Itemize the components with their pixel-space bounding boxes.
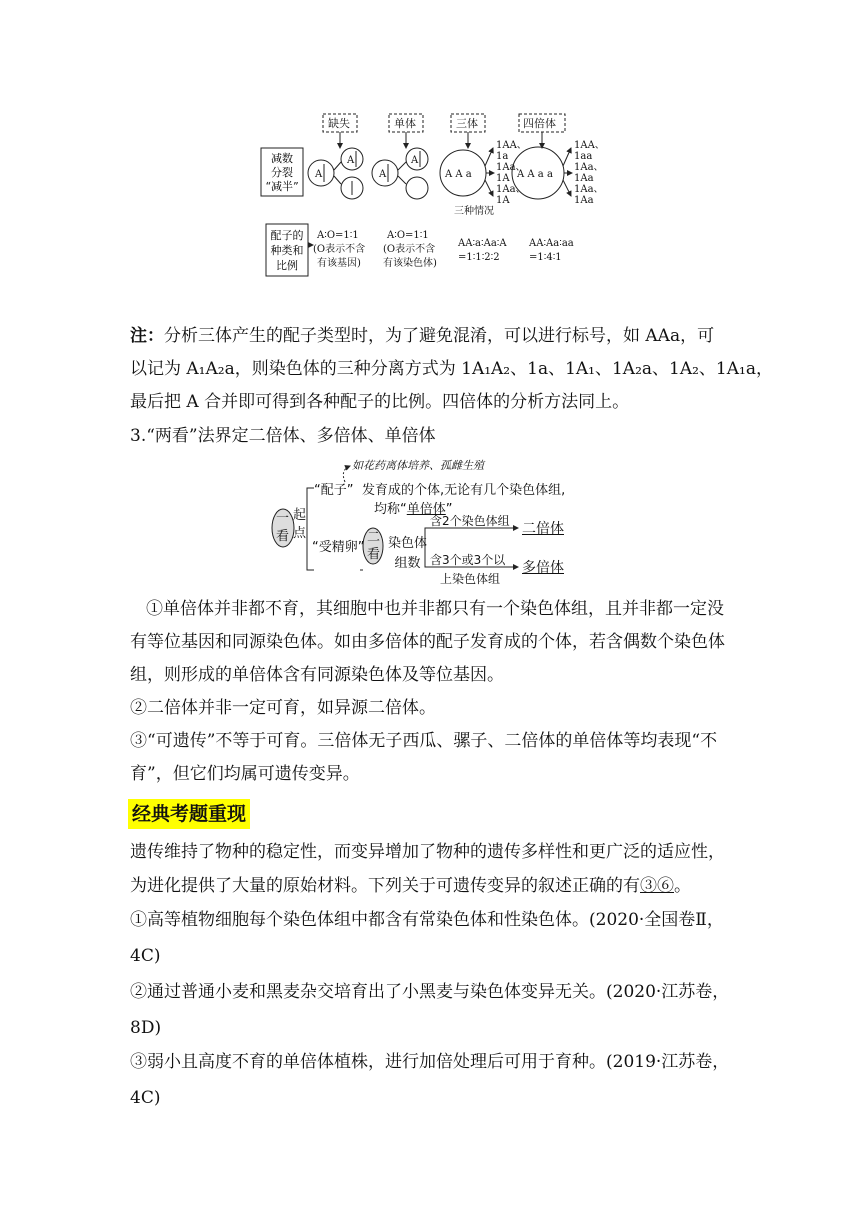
meiosis-diagram <box>255 108 625 280</box>
tag-deletion-text: 缺失 <box>328 117 350 130</box>
svg-text:1A: 1A <box>496 173 510 184</box>
branch2b: 上染色体组 <box>440 572 501 586</box>
question-item1-line1: ①高等植物细胞每个染色体组中都含有常染色体和性染色体。(2020·全国卷Ⅱ， <box>130 910 724 930</box>
svg-text:A∶O=1∶1: A∶O=1∶1 <box>387 230 429 241</box>
svg-text:1AA、: 1AA、 <box>574 140 605 151</box>
svg-text:1Aa、: 1Aa、 <box>496 162 526 173</box>
tetraploid-cell-text: A A a a <box>517 169 553 180</box>
tag-tetraploid-text: 四倍体 <box>523 117 556 130</box>
svg-text:1Aa、: 1Aa、 <box>496 184 526 195</box>
point1-line3: 组，则形成的单倍体含有同源染色体及等位基因。 <box>130 665 504 685</box>
question-intro1: 遗传维持了物种的稳定性，而变异增加了物种的遗传多样性和更广泛的适应性， <box>130 842 725 862</box>
origin-1: 起 <box>293 508 307 523</box>
question-intro2: 为进化提供了大量的原始材料。下列关于可遗传变异的叙述正确的有③⑥。 <box>130 876 691 896</box>
svg-text:A: A <box>411 155 419 166</box>
point3-line1: ③“可遗传”不等于可育。三倍体无子西瓜、骡子、二倍体的单倍体等均表现“不 <box>130 731 718 751</box>
chromo-group-2: 组数 <box>394 556 421 571</box>
svg-text:AA∶a∶Aa∶A: AA∶a∶Aa∶A <box>458 238 507 249</box>
svg-text:=1∶4∶1: =1∶4∶1 <box>529 252 562 263</box>
point1-line2: 有等位基因和同源染色体。如由多倍体的配子发育成的个体，若含偶数个染色体 <box>130 632 725 652</box>
question-item3-line1: ③弱小且高度不育的单倍体植株，进行加倍处理后可用于育种。(2019·江苏卷， <box>130 1052 730 1072</box>
two-looks-diagram <box>270 452 590 588</box>
svg-text:有该染色体): 有该染色体) <box>383 258 437 269</box>
result-polyploid: 多倍体 <box>522 560 564 576</box>
handwritten-note: 如花药离体培养、孤雌生殖 <box>352 459 484 472</box>
meiosis-box-line2: 分裂 <box>271 166 293 179</box>
chromo-group-1: 染色体 <box>388 536 428 551</box>
second-look-1: 二 <box>367 530 381 545</box>
svg-text:A: A <box>347 155 355 166</box>
zygote-label: “受精卵” <box>312 540 365 555</box>
meiosis-box-line1: 减数 <box>271 152 293 165</box>
second-look-2: 看 <box>367 547 381 562</box>
svg-text:配子的: 配子的 <box>270 229 304 242</box>
svg-text:有该基因): 有该基因) <box>317 258 361 269</box>
question-item2-line2: 8D) <box>130 1018 162 1038</box>
svg-text:(O表示不含: (O表示不含 <box>383 244 436 255</box>
svg-text:1AA、: 1AA、 <box>496 140 527 151</box>
gamete-desc1: 发育成的个体,无论有几个染色体组, <box>362 483 566 498</box>
tag-monosomy-text: 单体 <box>394 117 416 130</box>
question-item1-line2: 4C) <box>130 946 161 966</box>
svg-text:1Aa、: 1Aa、 <box>574 184 604 195</box>
tag-trisomy-text: 三体 <box>456 117 478 130</box>
svg-text:1a: 1a <box>496 151 509 162</box>
svg-text:A: A <box>379 169 387 180</box>
section3-title: 3.“两看”法界定二倍体、多倍体、单倍体 <box>130 426 436 446</box>
svg-text:1A: 1A <box>496 195 510 206</box>
question-item2-line1: ②通过普通小麦和黑麦杂交培育出了小黑麦与染色体变异无关。(2020·江苏卷， <box>130 982 730 1002</box>
branch1: 含2个染色体组 <box>430 514 510 528</box>
meiosis-box-line3: “减半” <box>265 180 299 193</box>
note-text1: 分析三体产生的配子类型时，为了避免混淆，可以进行标号，如 AAa，可 <box>164 326 715 346</box>
svg-text:1Aa: 1Aa <box>574 195 594 206</box>
answer-text: ③⑥ <box>640 876 674 896</box>
svg-text:=1∶1∶2∶2: =1∶1∶2∶2 <box>458 252 500 263</box>
result-diploid: 二倍体 <box>522 521 564 537</box>
first-look-1: 一 <box>276 511 290 526</box>
svg-text:1Aa: 1Aa <box>574 173 594 184</box>
svg-text:1aa: 1aa <box>574 151 593 162</box>
origin-2: 点 <box>293 526 307 541</box>
branch2a: 含3个或3个以 <box>430 553 506 567</box>
svg-text:1Aa、: 1Aa、 <box>574 162 604 173</box>
first-look-2: 看 <box>276 529 290 544</box>
note-line3: 最后把 A 合并即可得到各种配子的比例。四倍体的分析方法同上。 <box>130 392 630 412</box>
gamete-label: “配子” <box>314 483 354 498</box>
three-cases-label: 三种情况 <box>454 206 494 217</box>
note-line1 <box>130 324 740 348</box>
note-line2: 以记为 A₁A₂a，则染色体的三种分离方式为 1A₁A₂、1a、1A₁、1A₂a、1A₂、1A₁a， <box>130 359 773 379</box>
section-heading: 经典考题重现 <box>128 799 250 829</box>
point3-line2: 育”，但它们均属可遗传变异。 <box>130 764 360 784</box>
note-label: 注： <box>130 326 164 346</box>
gamete-desc2: 均称“单倍体” <box>374 502 453 517</box>
question-item3-line2: 4C) <box>130 1088 161 1108</box>
point1-line1: ①单倍体并非都不育，其细胞中也并非都只有一个染色体组，且并非都一定没 <box>146 599 724 619</box>
trisomy-cell-text: A A a <box>445 169 472 180</box>
svg-text:比例: 比例 <box>276 259 298 272</box>
svg-text:(O表示不含: (O表示不含 <box>313 244 366 255</box>
svg-text:种类和: 种类和 <box>270 244 304 257</box>
point2: ②二倍体并非一定可育，如异源二倍体。 <box>130 698 436 718</box>
svg-text:A∶O=1∶1: A∶O=1∶1 <box>317 230 359 241</box>
svg-text:AA∶Aa∶aa: AA∶Aa∶aa <box>529 238 574 249</box>
svg-text:A: A <box>315 169 323 180</box>
